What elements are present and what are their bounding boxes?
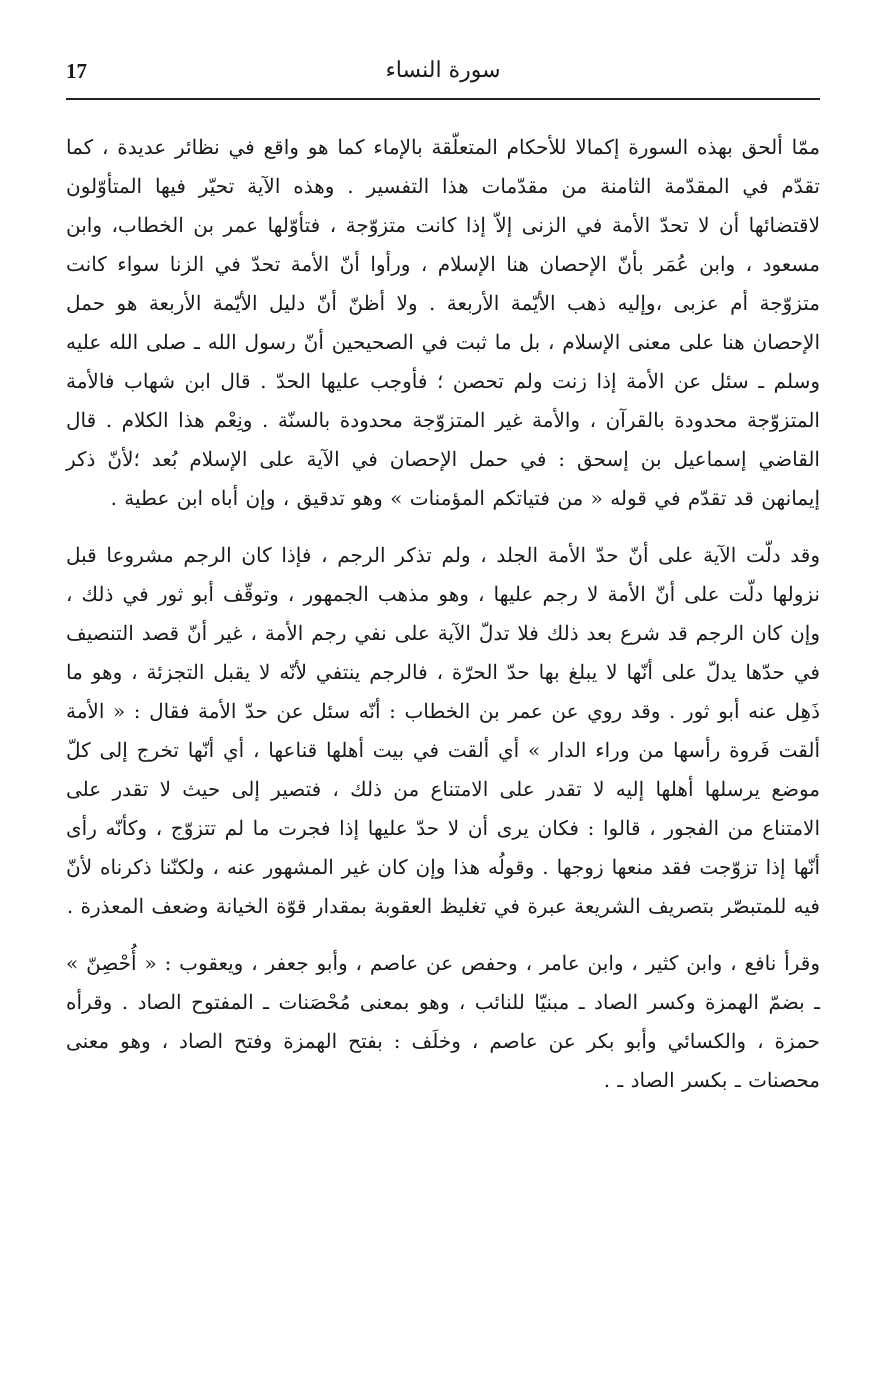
page-number: 17 [66, 59, 87, 83]
page-header [66, 56, 820, 100]
paragraph-3: وقرأ نافع ، وابن كثير ، وابن عامر ، وحفص عن عاصم ، وأبو جعفر ، ويعقوب : « أُحْصِنّ » ـ بضمّ الهمزة وكسر الصاد ـ مبنيّا للنائب ، وهو بمعنى مُحْصَنات ـ المفتوح الصاد . وقرأه حمزة ، والكسائي وأبو بكر عن عاصم ، وخلَف : بفتح الهمزة وفتح الصاد ، وهو معنى محصنات ـ بكسر الصاد ـ . [66, 951, 820, 1092]
surah-title: سورة النساء [385, 58, 501, 83]
paragraph-2: وقد دلّت الآية على أنّ حدّ الأمة الجلد ، ولم تذكر الرجم ، فإذا كان الرجم مشروعا قبل نزولها دلّت على أنّ الأمة لا رجم عليها ، وهو مذهب الجمهور ، وتوقّف أبو ثور في ذلك ، وإن كان الرجم قد شرع بعد ذلك فلا تدلّ الآية على نفي رجم الأمة ، غير أنّ قصد التنصيف في حدّها يدلّ على أنّها لا يبلغ بها حدّ الحرّة ، فالرجم ينتفي لأنّه لا يقبل التجزئة ، وهو ما ذَهِل عنه أبو ثور . وقد روي عن عمر بن الخطاب : أنّه سئل عن حدّ الأمة فقال : « الأمة ألقت فَروة رأسها من وراء الدار » أي ألقت في بيت أهلها قناعها ، أي أنّها تخرج إلى كلّ موضع يرسلها أهلها إليه لا تقدر على الامتناع من ذلك ، فتصير إلى حيث لا تقدر على الامتناع من الفجور ، قالوا : فكان يرى أن لا حدّ عليها إذا فجرت ما لم تتزوّج ، وكأنّه رأى أنّها إذا تزوّجت فقد منعها زوجها . وقولُه هذا وإن كان غير المشهور عنه ، ولكنّنا ذكرناه لأنّ فيه للمتبصّر بتصريف الشريعة عبرة في تغليظ العقوبة بمقدار قوّة الخيانة وضعف المعذرة . [66, 543, 820, 918]
body-text [66, 128, 820, 1100]
paragraph-1: ممّا ألحق بهذه السورة إكمالا للأحكام المتعلّقة بالإماء كما هو واقع في نظائر عديدة ، كما تقدّم في المقدّمة الثامنة من مقدّمات هذا التفسير . وهذه الآية تحيّر فيها المتأوّلون لاقتضائها أن لا تحدّ الأمة في الزنى إلاّ إذا كانت متزوّجة ، فتأوّلها عمر بن الخطاب، وابن مسعود ، وابن عُمَر بأنّ الإحصان هنا الإسلام ، ورأوا أنّ الأمة تحدّ في الزنا سواء كانت متزوّجة أم عزبى ،وإليه ذهب الأيّمة الأربعة . ولا أظنّ أنّ دليل الأيّمة الأربعة هو حمل الإحصان هنا على معنى الإسلام ، بل ما ثبت في الصحيحين أنّ رسول الله ـ صلى الله عليه وسلم ـ سئل عن الأمة إذا زنت ولم تحصن ؛ فأوجب عليها الحدّ . قال ابن شهاب فالأمة المتزوّجة محدودة بالقرآن ، والأمة غير المتزوّجة محدودة بالسنّة . ونِعْم هذا الكلام . قال القاضي إسماعيل بن إسحق : في حمل الإحصان في الآية على الإسلام بُعد ؛لأنّ ذكر إيمانهن قد تقدّم في قوله « من فتياتكم المؤمنات » وهو تدقيق ، وإن أباه ابن عطية . [66, 135, 821, 510]
header-divider [66, 98, 820, 100]
